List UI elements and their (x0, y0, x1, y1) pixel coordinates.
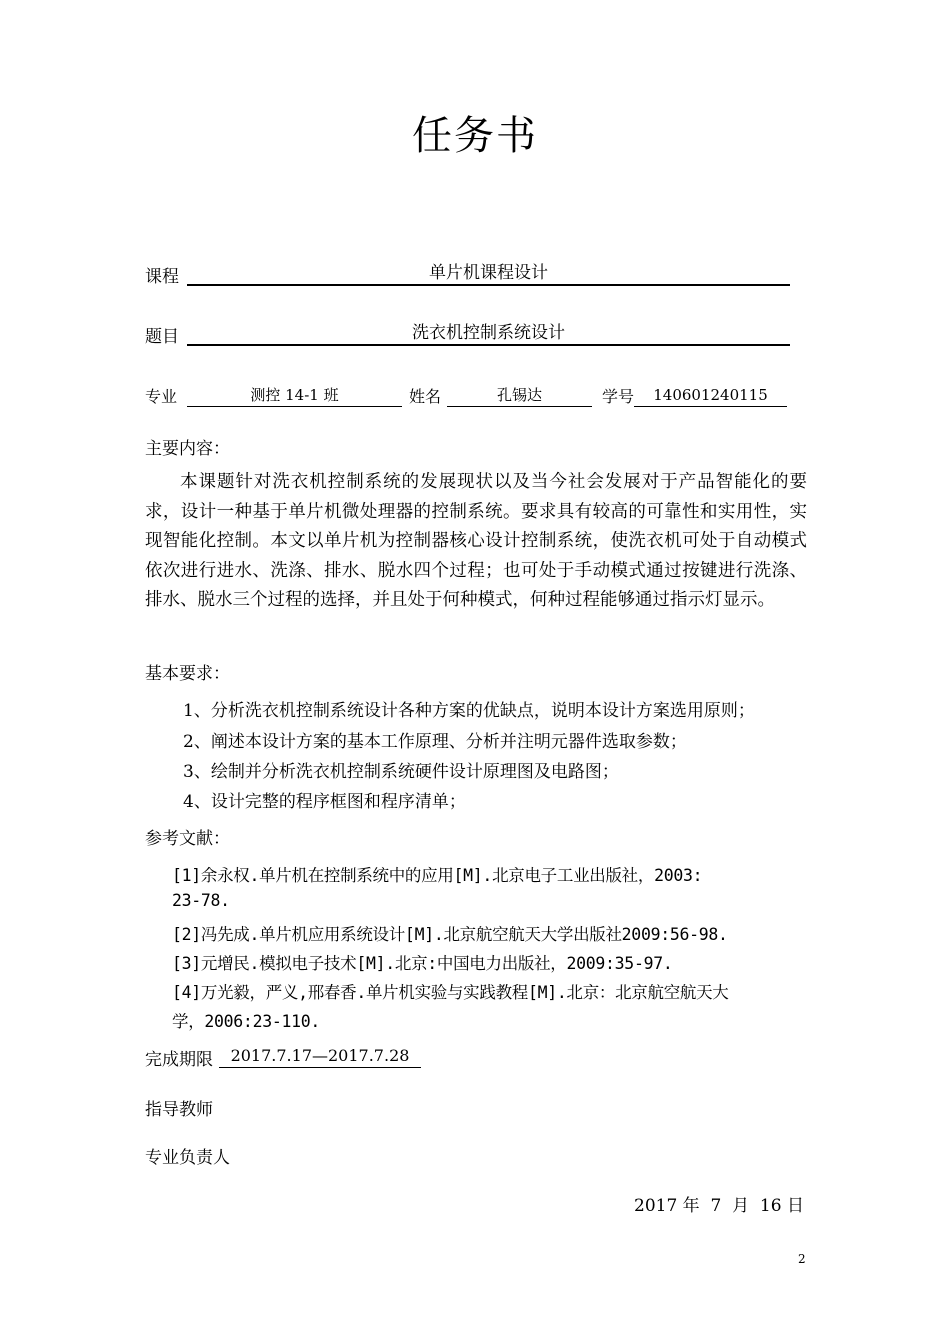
topic-label: 题目 (145, 327, 179, 347)
name-label: 姓名 (409, 387, 442, 406)
major-head-label: 专业负责人 (145, 1148, 230, 1168)
signing-date: 2017 年 7 月 16 日 (634, 1196, 804, 1216)
name-value: 孔锡达 (447, 384, 592, 407)
reference-line: 23-78. (172, 891, 230, 910)
requirement-item: 2、阐述本设计方案的基本工作原理、分析并注明元器件选取参数； (183, 732, 687, 752)
requirement-item: 4、设计完整的程序框图和程序清单； (183, 792, 466, 812)
course-label: 课程 (145, 267, 179, 287)
requirement-item: 1、分析洗衣机控制系统设计各种方案的优缺点，说明本设计方案选用原则； (183, 701, 755, 721)
topic-value: 洗衣机控制系统设计 (187, 322, 790, 346)
student-id-label: 学号 (602, 387, 635, 406)
requirements-heading: 基本要求： (145, 664, 230, 684)
reference-line: 学，2006:23-110. (172, 1012, 321, 1031)
reference-line: [1]余永权.单片机在控制系统中的应用[M].北京电子工业出版社，2003: (172, 866, 703, 885)
deadline-value: 2017.7.17—2017.7.28 (219, 1045, 421, 1068)
reference-line: [3]元增民.模拟电子技术[M].北京:中国电力出版社，2009:35-97. (172, 954, 673, 973)
main-content-paragraph: 本课题针对洗衣机控制系统的发展现状以及当今社会发展对于产品智能化的要求，设计一种基于单片机微处理器的控制系统。要求具有较高的可靠性和实用性，实现智能化控制。本文以单片机为控制器核心设计控制系统，使洗衣机可处于自动模式依次进行进水、洗涤、排水、脱水四个过程；也可处于手动模式通过按键进行洗涤、排水、脱水三个过程的选择，并且处于何种模式，何种过程能够通过指示灯显示。 (145, 472, 807, 610)
main-content-heading: 主要内容： (145, 439, 230, 459)
reference-line: [2]冯先成.单片机应用系统设计[M].北京航空航天大学出版社2009:56-98. (172, 925, 728, 944)
deadline-label: 完成期限 (145, 1050, 213, 1070)
course-value: 单片机课程设计 (187, 262, 790, 286)
reference-line: [4]万光毅，严义,邢春香.单片机实验与实践教程[M].北京：北京航空航天大 (172, 983, 729, 1002)
requirement-item: 3、绘制并分析洗衣机控制系统硬件设计原理图及电路图； (183, 762, 619, 782)
page-number: 2 (798, 1252, 806, 1266)
student-id-value: 140601240115 (634, 384, 787, 407)
advisor-label: 指导教师 (145, 1100, 213, 1120)
page-title: 任务书 (412, 113, 538, 159)
major-label: 专业 (145, 387, 178, 406)
major-value: 测控 14-1 班 (187, 384, 402, 407)
references-heading: 参考文献： (145, 829, 230, 849)
